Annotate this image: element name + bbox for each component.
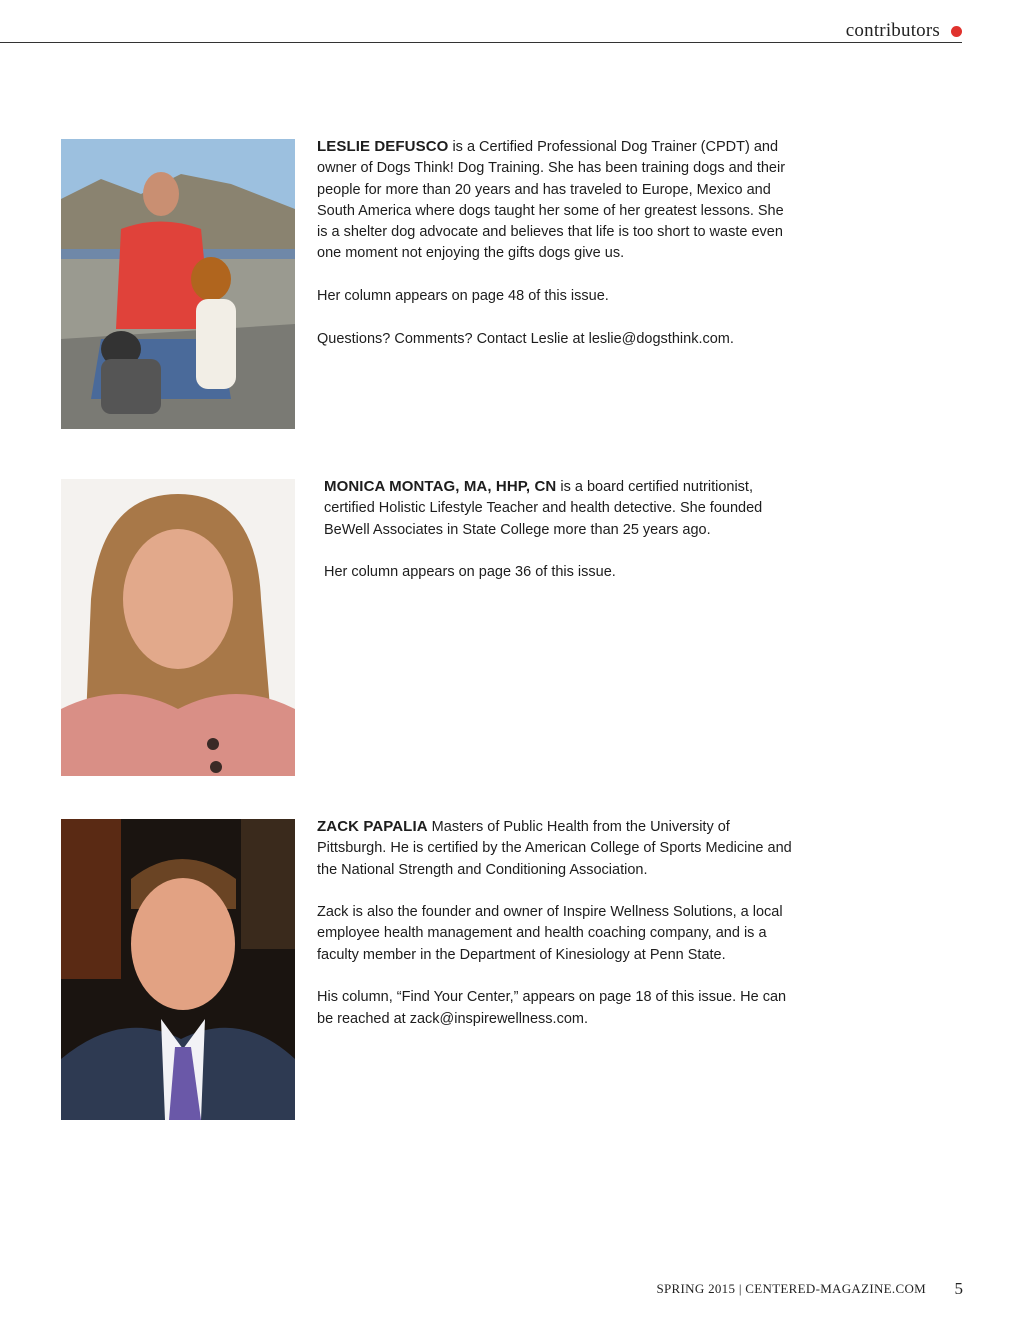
accent-dot <box>951 26 962 37</box>
section-title: contributors <box>845 20 940 41</box>
contributor-photo-leslie <box>61 139 295 429</box>
contributor-bio-monica <box>324 476 794 605</box>
bio-text: is a board certified nutritionist, certified Holistic Lifestyle Teacher and health detective. She founded BeWell Associates in State College more than 25 years ago. <box>324 479 763 538</box>
contributor-photo-monica <box>61 479 295 776</box>
contributor-name: MONICA MONTAG, MA, HHP, CN <box>324 478 557 495</box>
page-number: 5 <box>954 1279 963 1298</box>
column-page-note: His column, “Find Your Center,” appears on page 18 of this issue. He can be reached at zack@inspirewellness.com. <box>317 989 787 1027</box>
issue-footer: SPRING 2015 | CENTERED-MAGAZINE.COM <box>656 1281 926 1296</box>
contributor-bio-zack <box>317 816 795 1051</box>
bio-paragraph-extra: Zack is also the founder and owner of Inspire Wellness Solutions, a local employee health management and health coaching company, and is a faculty member in the Department of Kinesiology at Penn State. <box>317 904 783 963</box>
bio-paragraph <box>317 816 795 881</box>
contributor-photo-zack <box>61 819 295 1120</box>
column-page-note: Her column appears on page 48 of this issue. <box>317 288 609 305</box>
bio-paragraph <box>324 476 794 541</box>
man-portrait-photo-icon <box>61 819 295 1120</box>
woman-with-two-dogs-photo-icon <box>61 139 295 429</box>
bio-paragraph <box>317 136 795 265</box>
contact-note: Questions? Comments? Contact Leslie at leslie@dogsthink.com. <box>317 330 734 347</box>
contributor-name: ZACK PAPALIA <box>317 818 428 835</box>
bio-text: Masters of Public Health from the University of Pittsburgh. He is certified by the American College of Sports Medicine and the National Strength and Conditioning Association. <box>317 819 792 878</box>
woman-portrait-photo-icon <box>61 479 295 776</box>
bio-text: is a Certified Professional Dog Trainer (CPDT) and owner of Dogs Think! Dog Training. She has been training dogs and their people for more than 20 years and has traveled to Europe, Mexico and South America where dogs taught her some of her greatest lessons. She is a shelter dog advocate and believes that life is too short to waste even one moment not enjoying the gifts dogs give us. <box>317 139 786 262</box>
contributor-bio-leslie <box>317 136 795 371</box>
contributor-name: LESLIE DEFUSCO <box>317 138 449 155</box>
header-rule <box>0 42 962 43</box>
column-page-note: Her column appears on page 36 of this issue. <box>324 564 616 581</box>
